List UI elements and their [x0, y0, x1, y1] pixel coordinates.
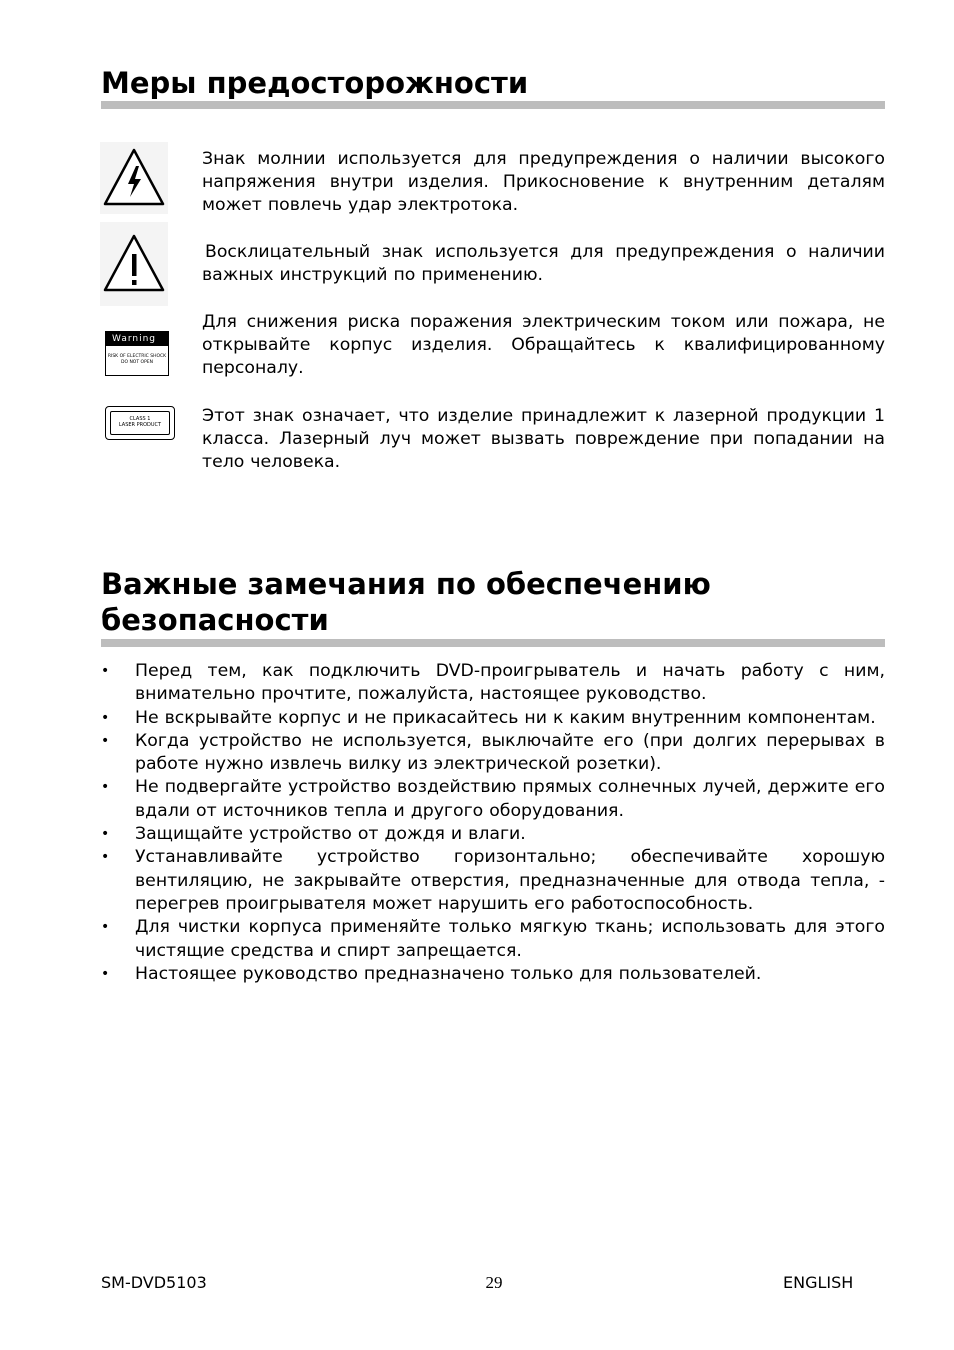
list-item — [101, 707, 885, 730]
warning-label-line1: RISK OF ELECTRIC SHOCK — [107, 354, 167, 359]
bullet-icon: • — [101, 849, 110, 866]
list-item-text: Устанавливайте устройство горизонтально; обеспечивайте хорошую вентиляцию, не закрывайте отверстия, предназначенные для отвода тепла, - перегрев проигрывателя может нарушить его работоспособность. — [135, 847, 885, 914]
warning-label-icon — [105, 331, 169, 376]
list-item-text: Не вскрывайте корпус и не прикасайтесь ни к каким внутренним компонентам. — [135, 707, 876, 728]
list-item — [101, 916, 885, 963]
list-item-text: Для чистки корпуса применяйте только мягкую ткань; использовать для этого чистящие средства и спирт запрещается. — [135, 917, 885, 961]
list-item-text: Перед тем, как подключить DVD-проигрыватель и начать работу с ним, внимательно прочтите, пожалуйста, настоящее руководство. — [135, 661, 885, 705]
exclamation-triangle-icon — [100, 222, 168, 306]
symbol-text-lightning: Знак молнии используется для предупреждения о наличии высокого напряжения внутри изделия. Прикосновение к внутренним деталям может повлечь удар электротока. — [202, 149, 885, 215]
bullet-icon: • — [101, 709, 110, 726]
list-item-text: Настоящее руководство предназначено только для пользователей. — [135, 963, 762, 984]
bullet-icon: • — [101, 965, 110, 982]
page-number: 29 — [485, 1273, 503, 1292]
list-item — [101, 776, 885, 823]
list-item-text: Защищайте устройство от дождя и влаги. — [135, 824, 526, 845]
symbol-text-exclamation: Восклицательный знак используется для предупреждения о наличии важных инструкций по применению. — [202, 242, 885, 285]
bullet-icon: • — [101, 663, 110, 679]
list-item — [101, 823, 885, 846]
list-item-text: Когда устройство не используется, выключайте его (при долгих перерывах в работе нужно извлечь вилку из электрической розетки). — [135, 730, 885, 775]
bullet-icon: • — [101, 779, 110, 796]
title-underline — [101, 101, 885, 109]
list-item-text: Не подвергайте устройство воздействию прямых солнечных лучей, держите его вдали от источников тепла и другого оборудования. — [135, 777, 885, 821]
footer-language: ENGLISH — [783, 1273, 854, 1292]
footer-model: SM-DVD5103 — [101, 1273, 207, 1292]
laser-label-line2: LASER PRODUCT — [118, 422, 162, 428]
symbol-text-laser: Этот знак означает, что изделие принадлежит к лазерной продукции 1 класса. Лазерный луч может вызвать повреждение при попадании на тело человека. — [202, 406, 885, 472]
section-title-precautions: Меры предосторожности — [101, 66, 529, 100]
section-title-safety-line1: Важные замечания по обеспечению — [101, 567, 711, 601]
warning-label-line2: DO NOT OPEN — [121, 360, 153, 365]
bullet-icon: • — [101, 732, 110, 749]
symbol-text-warning: Для снижения риска поражения электрическим током или пожара, не открывайте корпус изделия. Обращайтесь к квалифицированному персоналу. — [202, 312, 885, 378]
safety-list — [101, 660, 885, 986]
laser-label-inner-frame — [110, 411, 170, 435]
warning-label-title: Warning — [106, 332, 168, 346]
bullet-icon: • — [101, 919, 110, 936]
list-item — [101, 846, 885, 916]
lightning-triangle-icon — [100, 142, 168, 214]
list-item — [101, 963, 885, 986]
bullet-icon: • — [101, 826, 110, 843]
list-item — [101, 660, 885, 707]
section-title-safety-line2: безопасности — [101, 603, 329, 637]
title-underline — [101, 639, 885, 647]
laser-class-label-icon — [105, 406, 175, 440]
list-item — [101, 730, 885, 777]
laser-label-line1: CLASS 1 — [129, 416, 151, 422]
section-title-safety — [101, 566, 885, 638]
